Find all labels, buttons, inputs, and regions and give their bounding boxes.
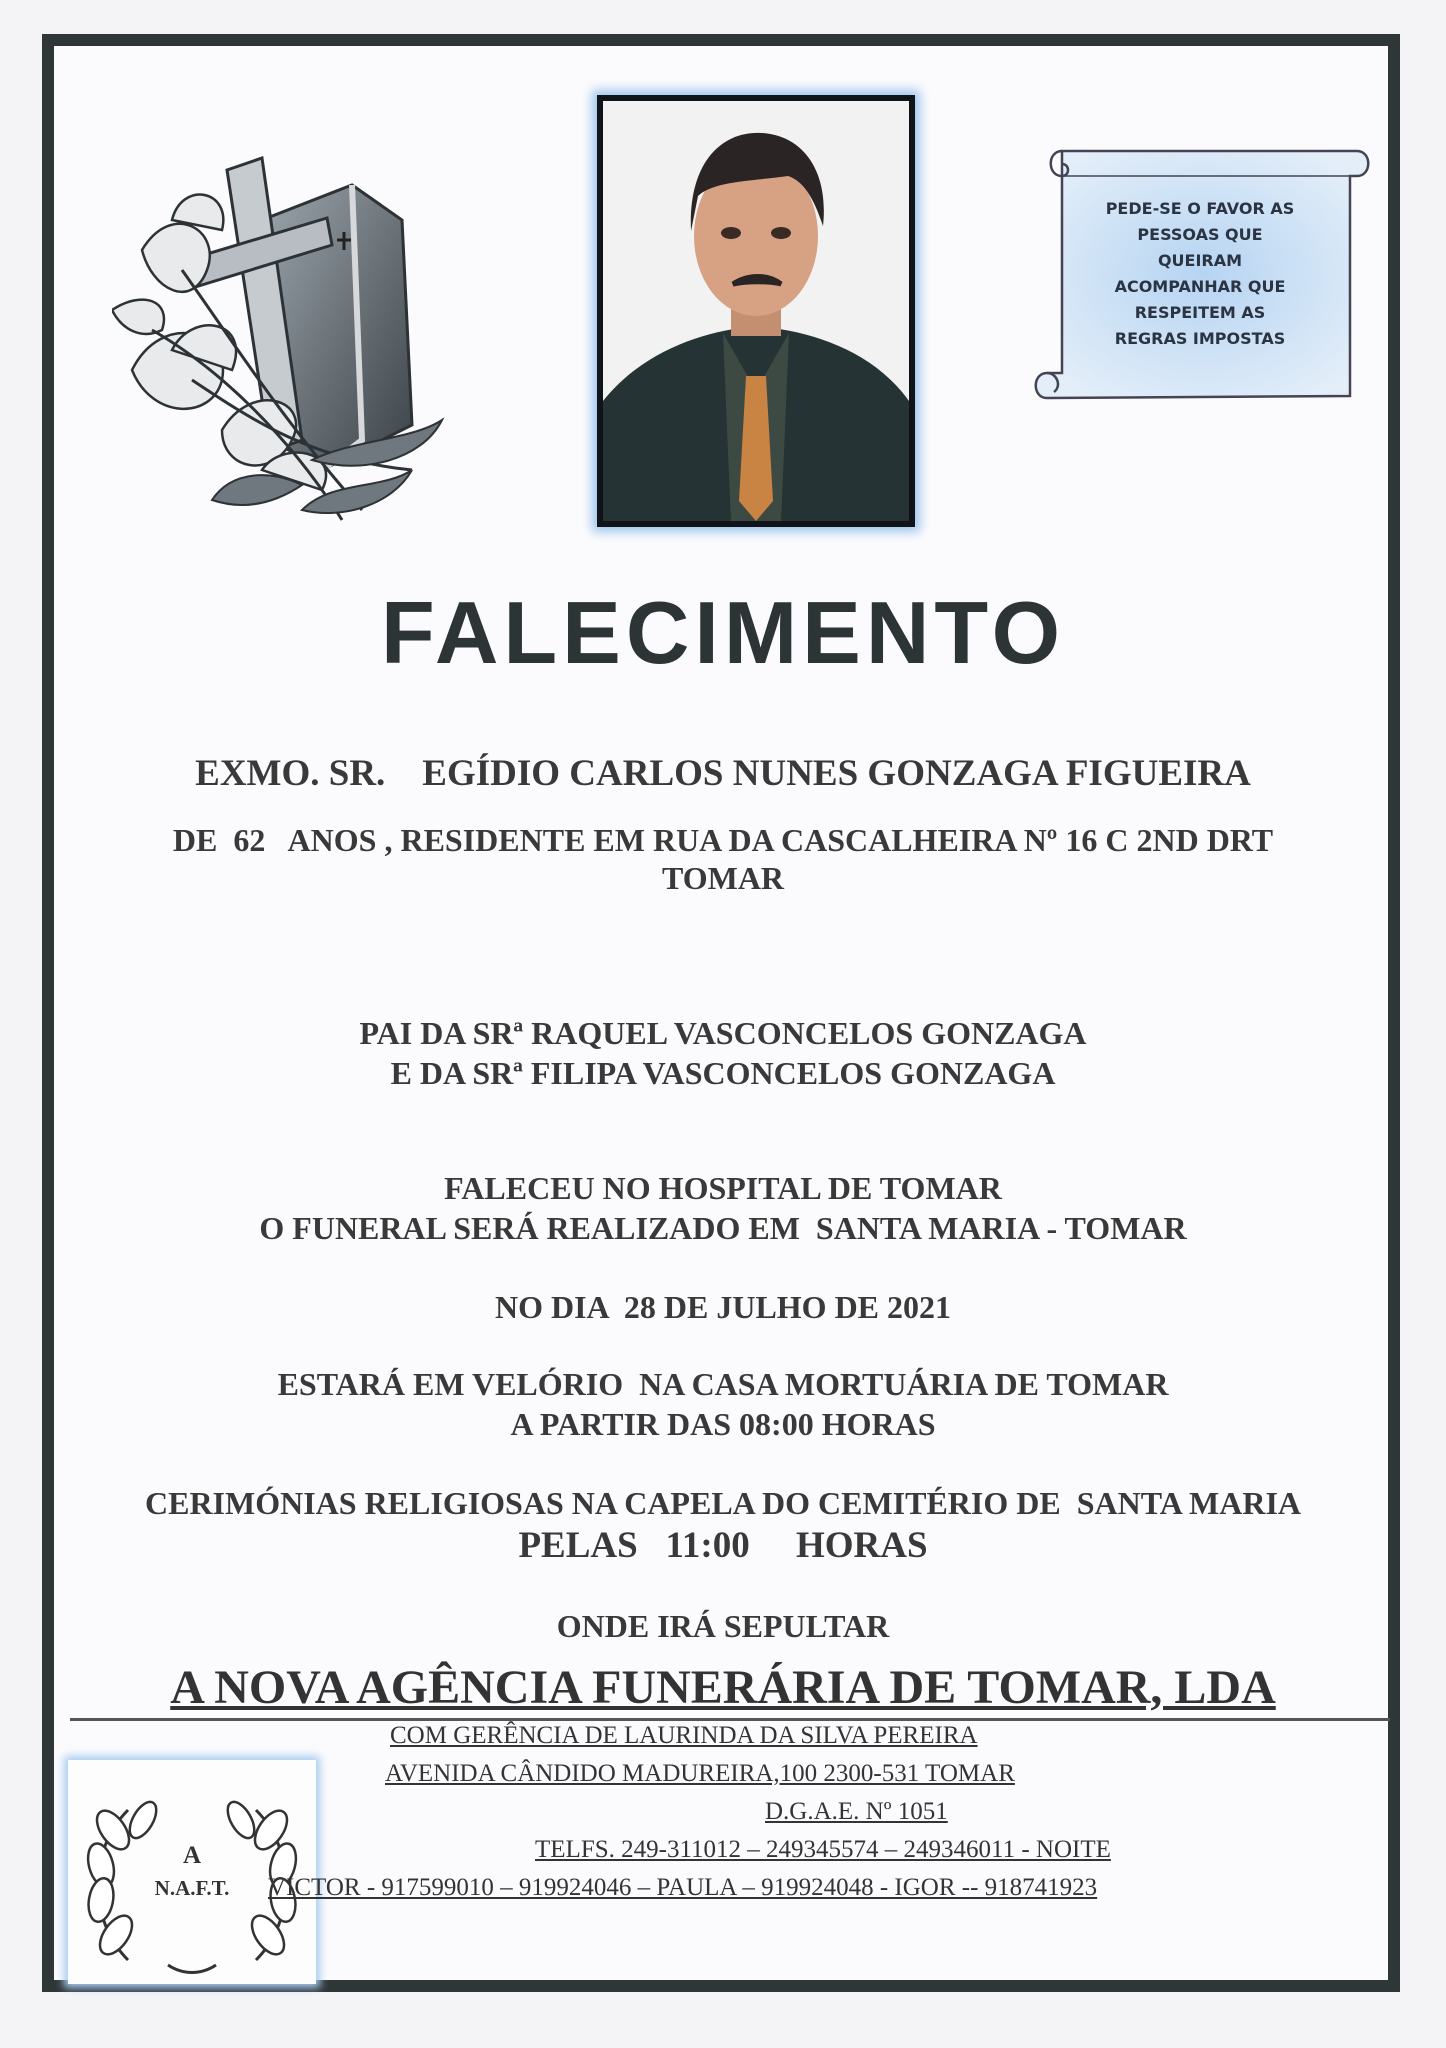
ceremony-location: CERIMÓNIAS RELIGIOSAS NA CAPELA DO CEMITÉRIO DE SANTA MARIA bbox=[144, 1485, 1302, 1521]
scroll-note bbox=[1090, 196, 1310, 352]
death-place: FALECEU NO HOSPITAL DE TOMAR bbox=[444, 1170, 1002, 1206]
scroll-note-line: REGRAS IMPOSTAS bbox=[1114, 329, 1286, 348]
family-line: E DA SRª FILIPA VASCONCELOS GONZAGA bbox=[390, 1055, 1056, 1091]
divider bbox=[70, 1718, 1390, 1721]
logo-letter: A bbox=[182, 1842, 202, 1869]
age-residence: DE 62 ANOS , RESIDENTE EM RUA DA CASCALHEIRA Nº 16 C 2ND DRT bbox=[172, 822, 1274, 858]
agency-management: COM GERÊNCIA DE LAURINDA DA SILVA PEREIRA bbox=[390, 1722, 978, 1749]
agency-phones: TELFS. 249-311012 – 249345574 – 249346011 - NOITE bbox=[535, 1836, 1111, 1863]
agency-license: D.G.A.E. Nº 1051 bbox=[765, 1798, 948, 1825]
burial-note: ONDE IRÁ SEPULTAR bbox=[556, 1608, 890, 1644]
deceased-name: EXMO. SR. EGÍDIO CARLOS NUNES GONZAGA FIGUEIRA bbox=[195, 753, 1251, 794]
headline: FALECIMENTO bbox=[380, 583, 1066, 682]
scroll-note-line: PESSOAS QUE bbox=[1137, 225, 1263, 244]
portrait-photo bbox=[603, 101, 909, 521]
scroll-note-line: PEDE-SE O FAVOR AS bbox=[1105, 199, 1295, 218]
laurel-wreath-icon bbox=[68, 1760, 316, 1984]
funeral-date: NO DIA 28 DE JULHO DE 2021 bbox=[494, 1289, 952, 1325]
town: TOMAR bbox=[661, 860, 785, 896]
family-line: PAI DA SRª RAQUEL VASCONCELOS GONZAGA bbox=[359, 1015, 1087, 1051]
cross-bible-lilies-illustration bbox=[112, 140, 452, 530]
logo-initials: N.A.F.T. bbox=[154, 1876, 230, 1900]
scroll-note-line: ACOMPANHAR QUE bbox=[1114, 277, 1286, 296]
agency-logo bbox=[68, 1760, 316, 1984]
wake-location: ESTARÁ EM VELÓRIO NA CASA MORTUÁRIA DE TOMAR bbox=[277, 1366, 1169, 1402]
ceremony-time: PELAS 11:00 HORAS bbox=[518, 1525, 928, 1566]
wake-time: A PARTIR DAS 08:00 HORAS bbox=[510, 1406, 936, 1442]
agency-name: A NOVA AGÊNCIA FUNERÁRIA DE TOMAR, LDA bbox=[170, 1661, 1276, 1714]
funeral-location: O FUNERAL SERÁ REALIZADO EM SANTA MARIA - TOMAR bbox=[259, 1210, 1187, 1246]
scroll-note-line: QUEIRAM bbox=[1157, 251, 1243, 270]
scroll-note-line: RESPEITEM AS bbox=[1134, 303, 1266, 322]
agency-address: AVENIDA CÂNDIDO MADUREIRA,100 2300-531 TOMAR bbox=[385, 1760, 1015, 1787]
agency-night-contacts: VICTOR - 917599010 – 919924046 – PAULA – 919924048 - IGOR -- 918741923 bbox=[268, 1874, 1098, 1901]
portrait-frame bbox=[597, 95, 915, 527]
